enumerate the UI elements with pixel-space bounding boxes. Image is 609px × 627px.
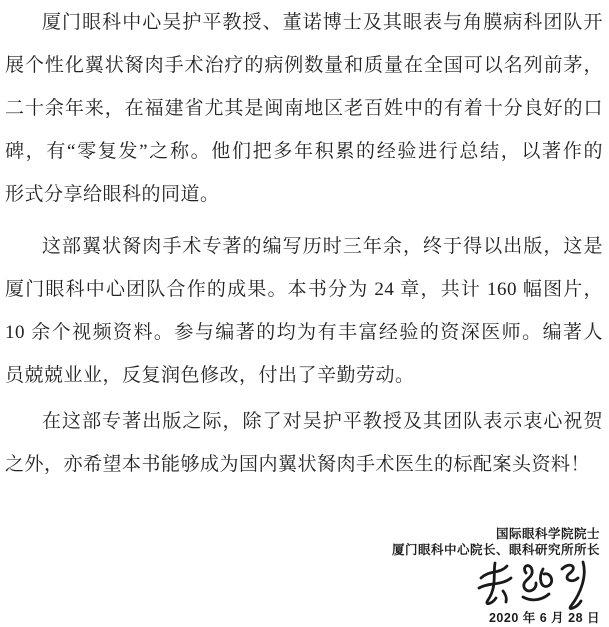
- text-line: 形式分享给眼科的同道。: [5, 184, 220, 205]
- text-line: 展个性化翼状胬肉手术治疗的病例数量和质量在全国可以名列前茅，: [5, 55, 603, 76]
- text-line: 二十余年来，在福建省尤其是闽南地区老百姓中的有着十分良好的口: [5, 98, 603, 119]
- signature-block: [5, 526, 603, 626]
- text-line: 厦门眼科中心团队合作的成果。本书分为 24 章，共计 160 幅图片，: [5, 279, 603, 300]
- text-line: 之外，亦希望本书能够成为国内翼状胬肉手术医生的标配案头资料！: [5, 454, 591, 475]
- signatory-title-line-2: 厦门眼科中心院长、眼科研究所所长: [391, 543, 600, 557]
- signatory-title-line-1: 国际眼科学院院士: [495, 527, 600, 541]
- signature-date: 2020 年 6 月 28 日: [488, 611, 600, 625]
- text-line: 厦门眼科中心吴护平教授、董诺博士及其眼表与角膜病科团队开: [42, 12, 603, 33]
- handwritten-signature-icon: [476, 560, 596, 610]
- text-line: 10 余个视频资料。参与编著的均为有丰富经验的资深医师。编著人: [5, 322, 603, 343]
- text-line: 员兢兢业业，反复润色修改，付出了辛勤劳动。: [5, 365, 415, 386]
- paragraph: [5, 400, 603, 486]
- paragraph: [5, 225, 603, 397]
- paragraph: [5, 1, 603, 216]
- text-line: 碑，有“零复发”之称。他们把多年积累的经验进行总结，以著作的: [5, 141, 603, 162]
- text-line: 这部翼状胬肉手术专著的编写历时三年余，终于得以出版，这是: [42, 236, 603, 257]
- text-line: 在这部专著出版之际，除了对吴护平教授及其团队表示衷心祝贺: [42, 411, 603, 432]
